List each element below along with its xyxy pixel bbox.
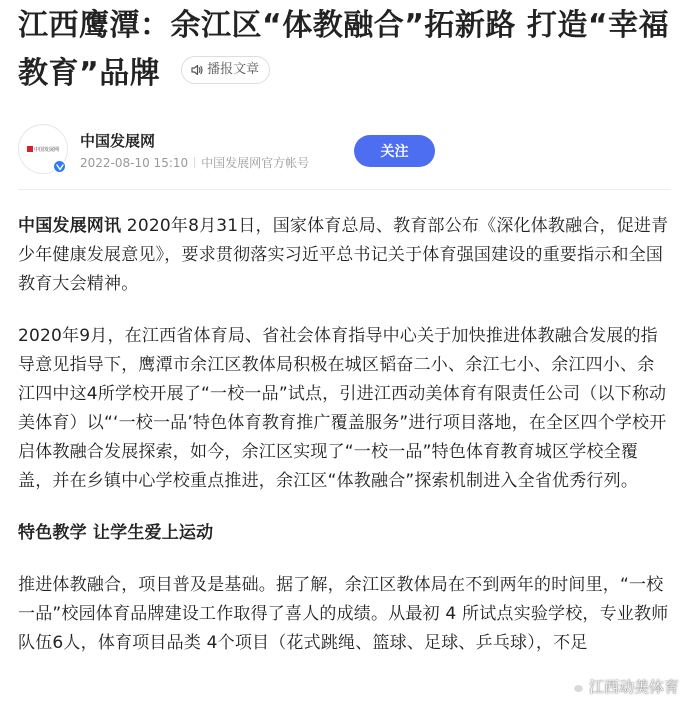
follow-button[interactable]: 关注 [354,135,435,167]
paragraph-lead: 中国发展网讯 [18,216,122,236]
listen-article-button[interactable] [181,56,270,84]
paragraph-2: 2020年9月，在江西省体育局、省社会体育指导中心关于加快推进体教融合发展的指导意见指导下，鹰潭市余江区教体局积极在城区韬奋二小、余江七小、余江四小、余江四中这4所学校开展了“一校一品”试点，引进江西动美体育有限责任公司（以下称动美体育）以“‘一校一品’特色体育教育推广覆盖服务”进行项目落地，在全区四个学校开启体教融合发展探索，如今，余江区实现了“一校一品”特色体育教育城区学校全覆盖，并在乡镇中心学校重点推进，余江区“体教融合”探索机制进入全省优秀行列。 [18,326,667,491]
author-logo [27,146,59,153]
paragraph-1-text: 2020年8月31日，国家体育总局、教育部公布《深化体教融合，促进青少年健康发展意见》，要求贯彻落实习近平总书记关于体育强国建设的重要指示和全国教育大会精神。 [18,216,669,294]
listen-article-label: 播报文章 [207,62,260,77]
paragraph-1 [18,212,671,299]
publish-date: 2022-08-10 15:10 [80,156,189,170]
speaker-icon [190,63,204,77]
section-heading: 特色教学 让学生爱上运动 [18,523,214,543]
author-bar [18,124,671,190]
verified-badge-icon [52,159,67,174]
watermark [567,676,679,697]
author-name[interactable]: 中国发展网 [80,132,156,150]
account-description: 中国发展网官方帐号 [201,156,310,170]
paragraph-3: 推进体教融合，项目普及是基础。据了解，余江区教体局在不到两年的时间里，“一校一品”校园体育品牌建设工作取得了喜人的成绩。从最初 4 所试点实验学校，专业教师队伍6人，体育项目品类 4个项目（花式跳绳、篮球、足球、乒乓球），不足 [18,575,669,653]
author-logo-text: 中国发展网 [33,146,59,153]
author-meta [80,154,309,171]
article-title: 江西鹰潭：余江区“体教融合”拓新路 打造“幸福教育”品牌 [18,8,670,91]
meta-divider [194,157,195,168]
logo-mark-icon [27,146,33,152]
watermark-text: 江西动美体育 [588,678,679,696]
article-body [18,212,671,658]
article-title-block [18,0,671,98]
wechat-icon [567,679,585,695]
